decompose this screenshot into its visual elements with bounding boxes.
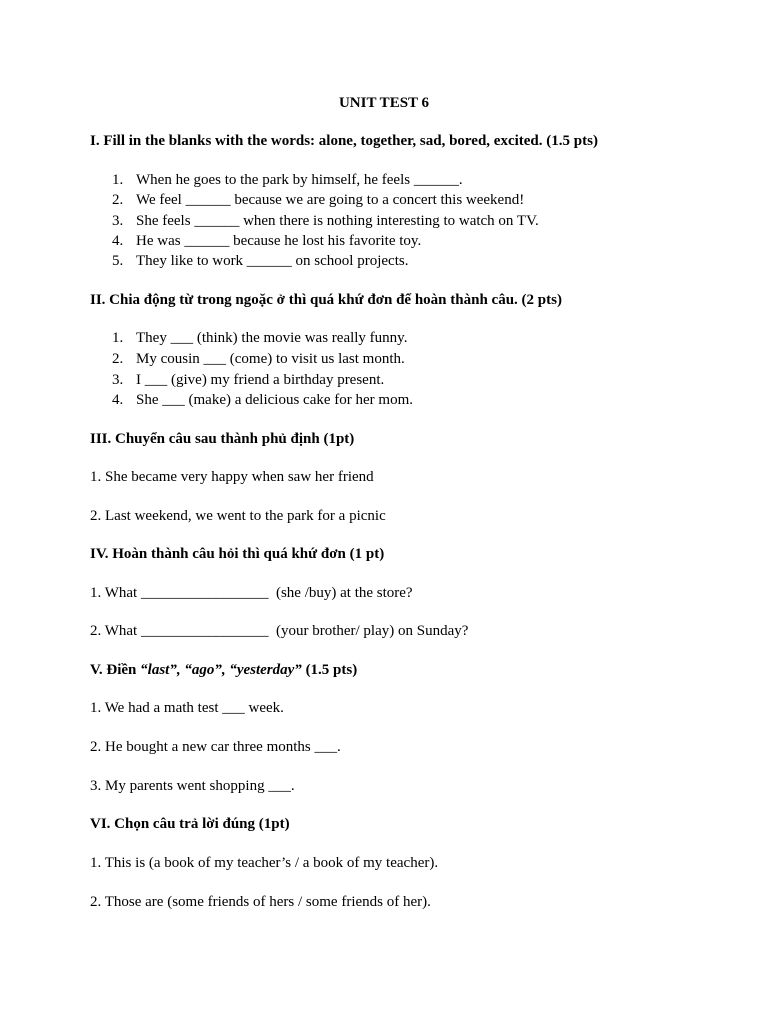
list-item: She ___ (make) a delicious cake for her mom. [136, 392, 413, 408]
list-item: They like to work ______ on school projects. [136, 253, 409, 269]
list-number: 3. [112, 213, 124, 229]
list-number: 1. [112, 172, 124, 188]
question-line: 1. She became very happy when saw her friend [90, 469, 374, 485]
list-number: 4. [112, 233, 124, 249]
list-number: 4. [112, 392, 124, 408]
list-number: 2. [112, 192, 124, 208]
question-line: 2. Those are (some friends of hers / some friends of her). [90, 894, 431, 910]
question-line: 1. This is (a book of my teacher’s / a book of my teacher). [90, 855, 439, 871]
list-number: 2. [112, 351, 124, 367]
list-item: He was ______ because he lost his favorite toy. [136, 233, 422, 249]
section-3-heading: III. Chuyển câu sau thành phủ định (1pt) [90, 431, 355, 447]
list-number: 1. [112, 330, 124, 346]
question-line: 1. We had a math test ___ week. [90, 700, 284, 716]
question-line: 2. He bought a new car three months ___. [90, 739, 341, 755]
list-item: My cousin ___ (come) to visit us last month. [136, 351, 405, 367]
section-2-heading: II. Chia động từ trong ngoặc ở thì quá khứ đơn để hoàn thành câu. (2 pts) [90, 292, 562, 308]
list-item: I ___ (give) my friend a birthday present. [136, 372, 385, 388]
question-line: 1. What _________________ (she /buy) at the store? [90, 585, 413, 601]
section-6-heading: VI. Chọn câu trả lời đúng (1pt) [90, 816, 290, 832]
question-line: 2. Last weekend, we went to the park for a picnic [90, 508, 386, 524]
page-title: UNIT TEST 6 [338, 95, 430, 111]
heading-words: “last”, “ago”, “yesterday” [140, 662, 302, 678]
list-number: 3. [112, 372, 124, 388]
question-line: 3. My parents went shopping ___. [90, 778, 295, 794]
section-1-heading: I. Fill in the blanks with the words: alone, together, sad, bored, excited. (1.5 pts) [90, 133, 598, 149]
list-item: They ___ (think) the movie was really funny. [136, 330, 408, 346]
list-item: We feel ______ because we are going to a concert this weekend! [136, 192, 525, 208]
heading-prefix: V. Điền [90, 662, 141, 678]
section-4-heading: IV. Hoàn thành câu hỏi thì quá khứ đơn (1 pt) [90, 546, 385, 562]
list-number: 5. [112, 253, 124, 269]
list-item: She feels ______ when there is nothing interesting to watch on TV. [136, 213, 539, 229]
section-5-heading [90, 660, 357, 680]
heading-suffix: (1.5 pts) [301, 662, 358, 678]
question-line: 2. What _________________ (your brother/ play) on Sunday? [90, 623, 469, 639]
list-item: When he goes to the park by himself, he feels ______. [136, 172, 463, 188]
